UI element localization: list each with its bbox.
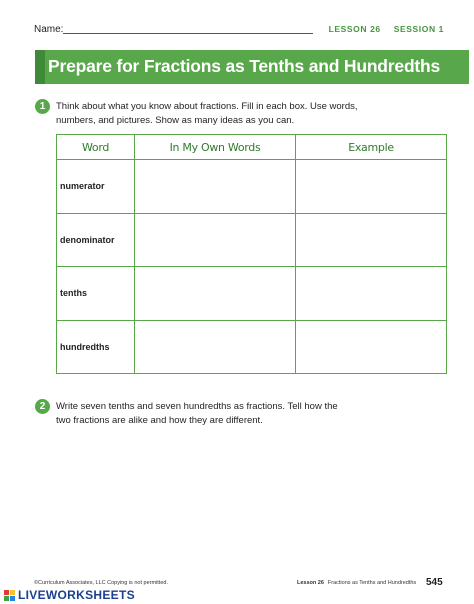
footer-lesson-number: Lesson 26 [297,580,324,586]
liveworksheets-logo [4,588,135,602]
table-header-row [57,135,447,160]
term-cell-denominator: denominator [57,213,135,267]
column-header-own-words: In My Own Words [135,135,296,160]
example-cell-tenths[interactable] [296,267,447,321]
table-row [57,213,447,267]
example-cell-hundredths[interactable] [296,320,447,374]
own-words-cell-hundredths[interactable] [135,320,296,374]
example-cell-numerator[interactable] [296,160,447,214]
liveworksheets-wordmark: LIVEWORKSHEETS [18,588,135,602]
term-cell-tenths: tenths [57,267,135,321]
table-row [57,160,447,214]
copyright-notice: ©Curriculum Associates, LLC Copying is not permitted. [34,580,168,586]
lesson-label: LESSON 26 [328,24,381,34]
name-line[interactable] [63,33,313,34]
lesson-session-tag [329,24,444,34]
footer-lesson-ref [297,580,416,586]
page-number: 545 [426,577,443,588]
session-label: SESSION 1 [393,24,444,34]
question-2-number: 2 [35,399,50,414]
question-1-line-2: numbers, and pictures. Show as many ideas as you can. [56,115,295,126]
page-title: Prepare for Fractions as Tenths and Hundredths [48,56,441,76]
term-cell-numerator: numerator [57,160,135,214]
own-words-cell-numerator[interactable] [135,160,296,214]
liveworksheets-mark-icon [4,590,15,601]
question-2-line-1: Write seven tenths and seven hundredths as fractions. Tell how the [56,401,338,412]
term-cell-hundredths: hundredths [57,320,135,374]
table-row [57,320,447,374]
table-row [57,267,447,321]
name-label: Name: [34,24,64,35]
column-header-example: Example [296,135,447,160]
question-2-text [56,400,338,428]
vocabulary-table [56,134,447,374]
footer-lesson-title: Fractions as Tenths and Hundredths [327,580,417,586]
example-cell-denominator[interactable] [296,213,447,267]
own-words-cell-tenths[interactable] [135,267,296,321]
question-2-line-2: two fractions are alike and how they are different. [56,415,263,426]
title-banner [35,50,469,84]
column-header-word: Word [57,135,135,160]
question-1-text [56,100,358,128]
own-words-cell-denominator[interactable] [135,213,296,267]
question-1-line-1: Think about what you know about fractions. Fill in each box. Use words, [56,101,358,112]
question-1-number: 1 [35,99,50,114]
